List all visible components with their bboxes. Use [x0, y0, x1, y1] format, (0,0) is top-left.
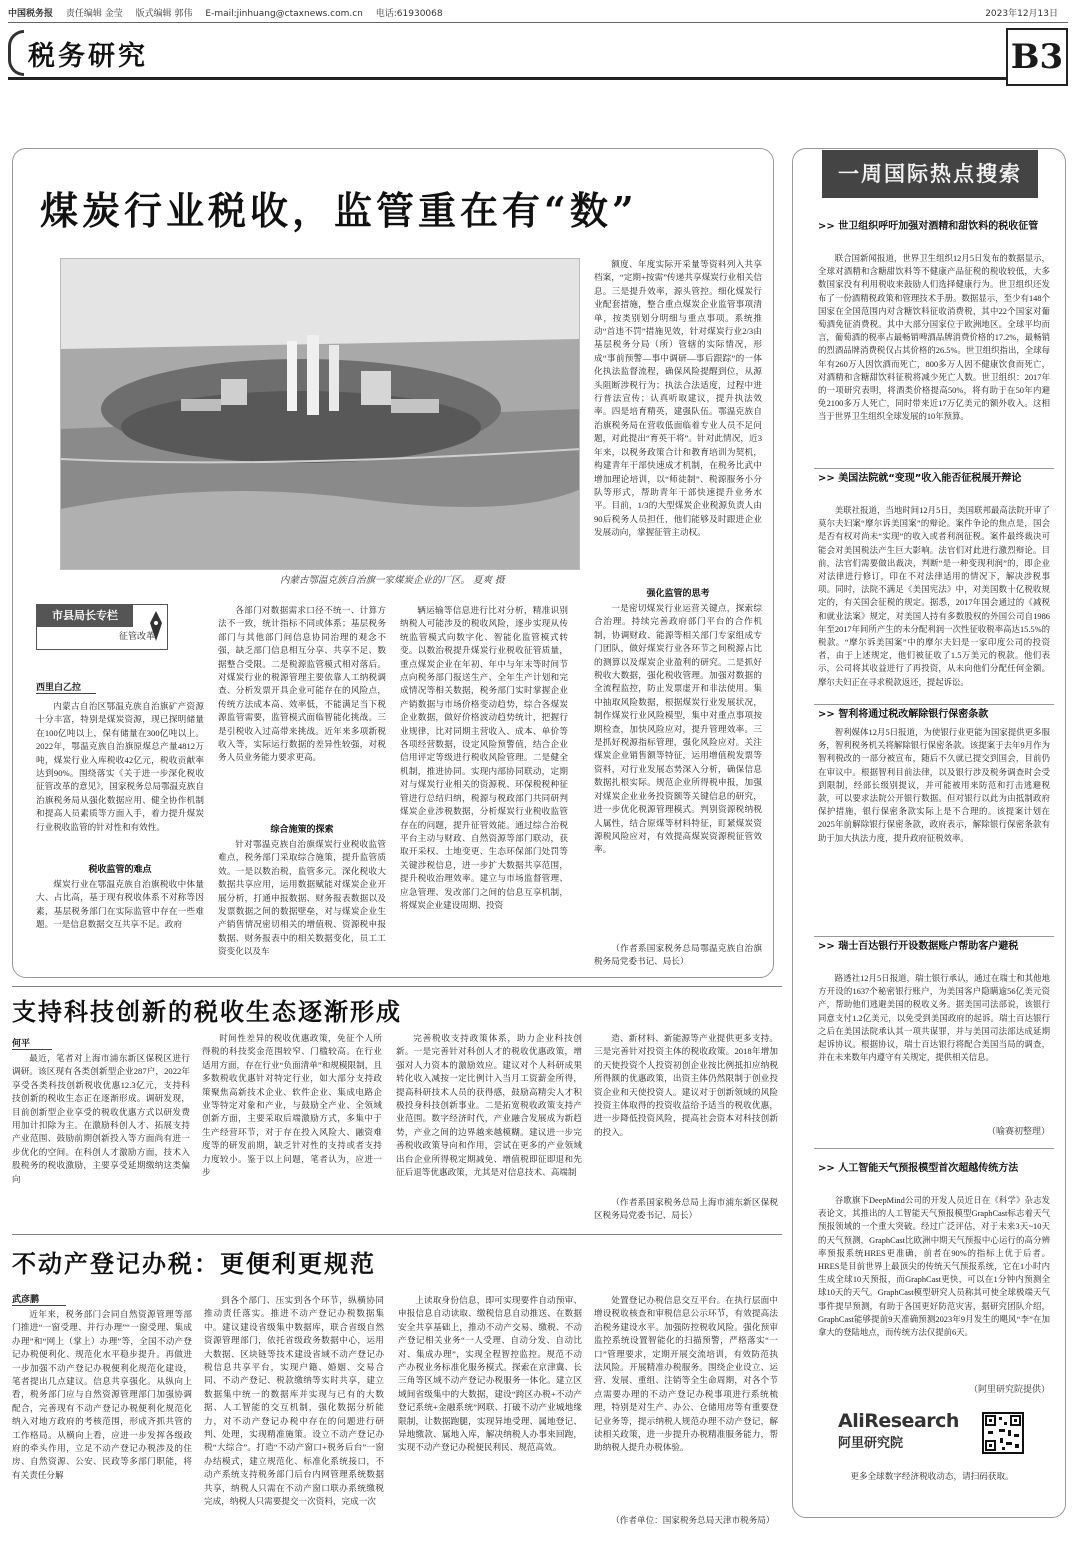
feature-col1b [36, 878, 204, 970]
feature-signoff-text: （作者系国家税务总局鄂温克族自治旗税务局党委书记、局长） [594, 943, 762, 967]
article2-signoff [594, 1196, 778, 1224]
coal-plant-illustration [61, 259, 580, 570]
article3-signoff-text: （作者单位：国家税务总局天津市税务局） [611, 1515, 775, 1525]
article3-author: 武彦鹏 [12, 1292, 66, 1306]
article3-col3 [398, 1294, 582, 1542]
article3-col1-text: 近年来，税务部门会同自然资源管理等部门推进“一窗受理、并行办理”“一窗受理、集成办理”和“网上（掌上）办理”等，全国不动产登记办税便利化、规范化水平稳步提升。再做进一步加强不动产登记办税便利化规范化建设，笔者提出几点建议。信息共享强化。从纵向上看，税务部门应与自然资源管理部门加强协调配合，完善现有不动产登记办税便利化规范化纳入对地方政府的考核范围，形成齐抓共管的工作格局。从横向上看，应进一步发挥各级政府的牵头作用，立足不动产登记办税涉及的住房、自然资源、公安、民政等多部门职能，将有关责任分解 [12, 1309, 192, 1480]
article2-signoff-text: （作者系国家税务总局上海市浦东新区保税区税务局党委书记、局长） [594, 1197, 778, 1221]
qr-code-icon[interactable] [982, 1412, 1024, 1454]
sidebar-item-5-body [818, 1194, 1050, 1376]
sidebar-item-4-text: 路透社12月5日报道，瑞士银行承认，通过在瑞士和其他地方开设的1637个秘密银行账户，为美国客户隐瞒逾56亿美元资产，帮助他们逃避美国的税收义务。据美国司法部说，该银行同意支付1.2亿美元，以免受到美国政府的起诉。瑞士百达银行之后在美国法院承认其一项共谋罪，并与美国司法部达成延期起诉协议。根据协议，瑞士百达银行将配合美国当局的调查，并在未来数年内遵守有关规定，提供相关信息。 [818, 974, 1050, 1063]
divider-article3 [12, 1234, 782, 1235]
sidebar-item-1-head: >> 世卫组织呼吁加强对酒精和甜饮料的税收征管 [818, 221, 1039, 232]
feature-col3-text: 辆运输等信息进行比对分析，精准识别纳税人可能涉及的税收风险，逐步实现从传统监管模式向数字化、智能化监管模式转变。以数治税提升煤炭行业税收征管质量，重点煤炭企业在年初、年中与年末等时间节点向税务部门报送生产、全年生产计划和完成情况等相关数据，税务部门实时掌握企业产销数据与市场价格变动趋势，综合各煤炭企业数据，做好价格波动趋势统计，把握行业规律，比对同期主营收入、成本、单价等各项经营数据，设定风险预警值，结合企业信用评定等级进行税收风险管理。二是健全机制，推进协同。实现内部协同联动，定期对与煤炭行业相关的资源税、环保税税种征管进行总结归纳，税源与税政部门共同研判煤炭企业涉税数据，分析煤炭行业税收监管存在的问题，提升征管效能。通过综合治税平台主动与财政、自然资源等部门联动，获取开采权、土地变更、生态环保部门处罚等关键涉税信息，进一步扩大数据共享范围，提升税收治理效率。建立与市场监督管理、应急管理、发改部门之间的信息互享机制，将煤炭企业建设周期、投资 [400, 605, 568, 910]
article2-col1-text: 最近，笔者对上海市浦东新区保税区进行调研。该区现有各类创新型企业287户，2022年享受各类科技创新税收优惠12.3亿元，支持科技创新的税收生态正在逐渐形成。调研发现，目前创新型企业享受的税收优惠方式以研发费用加计扣除为主。在激励科创人才、拓展支持产业范围、鼓励前期创新投入等方面尚有进一步优化的空间。在科创人才激励方面，技术入股税务的税收激励，主要享受延期缴纳这类偏向 [12, 1053, 190, 1184]
article3-col2-text: 到各个部门、压实到各个环节，纵横协同推动责任落实。推进不动产登记办税数据集中。建议建设省级集中数据库，联合省级自然资源管理部门，依托省级政务数据中心，运用大数据、区块链等技术建设省域不动产登记办税信息共享平台，实现户籍、婚姻、交易合同、不动产登记、税款缴纳等实时共享，建立数据集中统一的数据库并实现与已有的大数据、人工智能的交互机制，强化数据分析能力，对不动产登记办税中存在的问题进行研判、处理，实现精准施策。设立不动产登记办税“大综合”。打造“不动产窗口+税务后台”一窗办结模式，建立规范化、标准化系统接口，不动产系统支持税务部门后台内网管理系统数据共享，纳税人只需在不动产窗口联办系统缴税完成，纳税人只需要提交一次资料，完成一次 [204, 1295, 384, 1507]
section-header-band [8, 28, 1008, 80]
sidebar-item-2-text: 美联社报道，当地时间12月5日，美国联邦最高法院开审了莫尔夫妇案“摩尔诉美国案”的辩论。案件争论的焦点是，国会是否有权对尚未“实现”的收入或者利润征税。案件最终裁决可能会对美国税法产生巨大影响。法官们对此进行激烈辩论。目前，法官们需要做出裁决，判断“是一种变现利润”的，即企业对法律进行修订，印在不对法律适用的情况下，解决涉税事项。同时，法院不满足《美国宪法》中，对美国数十亿税收规定的，有关国会征税的规定。据悉，2017年国会通过的《减税和就业法案》规定，对美国人持有多数股权的外国公司自1986年至2017年间所产生的未分配利润一次性征收税率高达15.5%的税款。“摩尔诉美国案”中的摩尔夫妇是一家印度公司的投资者，由于上述规定，他们被征收了1.5万美元的税款。他们表示，公司将其收益进行了再投资，从未向他们分配任何金额。摩尔夫妇正在寻求税款返还，提起诉讼。 [818, 506, 1050, 687]
sidebar-credit-1: （喻赛初整理） [986, 1127, 1050, 1137]
sidebar-item-2-body [818, 504, 1050, 700]
designer: 版式编辑 郭伟 [135, 9, 193, 19]
sidebar-item-3-body [818, 726, 1050, 932]
feature-col2 [218, 604, 386, 818]
sidebar-divider-4 [814, 1148, 1054, 1149]
columnist-subtag: 征管改革 [118, 632, 155, 642]
article3-headline: 不动产登记办税：更便利更规范 [12, 1249, 376, 1278]
logo-text-cn: 阿里研究院 [838, 1436, 904, 1451]
feature-col4-text: 额度、年度实际开采量等资料列入共享档案，“定期+按需”传递共享煤炭行业相关信息。三是提升效率，源头管控。细化煤炭行业配套措施，整合重点煤炭企业监管事项清单，按类别划分明细与重点事项。系统推动“首违不罚”措施见效，针对煤炭行业2/3由基层税务分局（所）管辖的实际情况，形成“事前预警—事中调研—事后跟踪”的一体化执法监督流程，确保风险提醒到位，从源头阻断涉税行为；执法合法适度，过程中进行普法宣传；认真听取建议，提升执法效率。四是培育精英，建强队伍。鄂温克族自治旗税务局在营收低面临着专业人员不足问题，对此提出“育英干将”。针对此情况，近3年来，以税务政策合计和教育培训为契机，构建青年干部快速成才机制，在税务比武中增加理论培训，以“师徒制”、税源服务小分队等形式，帮助青年干部快速提升业务水平。目前，1/3的大型煤炭企业税源负责人由90后税务人员担任，他们能够及时跟进企业发展动向，掌握征管主动权。 [594, 259, 762, 538]
feature-col4b [594, 602, 762, 940]
article2-col3 [396, 1032, 582, 1222]
sidebar-item-2-head: >> 美国法院就“变现”收入能否征税展开辩论 [818, 473, 1022, 484]
feature-col4 [594, 258, 762, 576]
columnist-badge [36, 604, 168, 650]
article2-col3-text: 完善税收支持政策体系，助力企业科技创新。一是完善针对科创人才的税收优惠政策，增强对人力资本的激励效应。建议对个人科研成果转化收入减按一定比例计入当月工资薪金所得，提高科研技术人员的获得感，鼓励高精尖人才积极投身科技创新事业。二是拓宽税收政策支持产业范围。数字经济时代，产业融合发展成为新趋势，产业之间的边界越来越模糊。建议进一步完善税收政策导向和作用，尝试在更多的产业领域出台企业所得税定期减免、增值税即征即退和先征后退等优惠政策，尤其是对信息技术、高端制 [396, 1033, 582, 1178]
article3-col1 [12, 1308, 192, 1542]
divider-article2 [12, 986, 782, 987]
article2-col2-text: 时间性差异的税收优惠政策，免征个人所得税的科技奖金范围较窄、门槛较高。在行业适用方面，存在行业“负面清单”和规模限制，且多数税收优惠针对特定行业，如大部分支持政策聚焦高新技术企业、软件企业、集成电路企业等特定对象和产业，与鼓励全产业、全领域创新方面，主要采取后端激励方式，多集中于生产经营环节，对于存在投入风险大、融资难度等的研发前期，缺乏针对性的支持或者支持力度较小。鉴于以上问题，笔者认为，应进一步 [202, 1033, 382, 1178]
sidebar-credit-2: （阿里研究院提供） [968, 1385, 1050, 1395]
article2-col1 [12, 1052, 190, 1222]
feature-col1-text: 内蒙古自治区鄂温克族自治旗矿产资源十分丰富，特别是煤炭资源，现已探明储量在100亿吨以上，保有储量在300亿吨以上。2022年，鄂温克族自治旗原煤总产量4812万吨，煤炭行业入库税收42亿元，税收贡献率达到90%。围绕落实《关于进一步深化税收征管改革的意见》，国家税务总局鄂温克族自治旗税务局从强化数据应用、健全协作机制和提高人员素质等方面入手，着力提升煤炭行业税收监管的针对性和有效性。 [36, 701, 204, 832]
sidebar-item-4-head: >> 瑞士百达银行开设数据账户帮助客户避税 [818, 941, 1019, 952]
sidebar-footer: 更多全球数字经济税收动态，请扫码获取。 [850, 1471, 1014, 1481]
article2-headline: 支持科技创新的税收生态逐渐形成 [12, 997, 402, 1026]
article2-author: 何平 [12, 1036, 52, 1050]
feature-subhead-2: 综合施策的探索 [270, 825, 334, 835]
editor: 责任编辑 金莹 [65, 9, 123, 19]
sidebar-banner: 一周国际热点搜索 [822, 150, 1038, 198]
feature-col2b [218, 838, 386, 970]
photo-caption: 内蒙古鄂温克族自治旗一家煤炭企业的厂区。 夏爽 摄 [280, 575, 505, 586]
phone: 电话:61930068 [375, 9, 443, 19]
section-title: 税务研究 [28, 41, 148, 72]
email: E-mail:jinhuang@ctaxnews.com.cn [205, 9, 363, 19]
article3-col2 [204, 1294, 384, 1542]
sidebar-item-1-text: 联合国新闻报道，世界卫生组织12月5日发布的数据显示，全球对酒精和含糖甜饮料等不健康产品征税的税收较低，大多数国家没有利用税收来鼓励人们选择健康行为。世卫组织还发布了一份酒精税政策和管理技术手册。数据显示，至少有148个国家在全国范围内对含糖饮料征收消费税，其中22个国家对葡萄酒免征消费税。其中大部分国家位于欧洲地区。全球平均而言，葡萄酒的税率占最畅销啤酒品牌消费价格的17.2%，最畅销的烈酒品牌消费税仅占其价格的26.5%。世卫组织指出，全球每年有260万人因饮酒而死亡，800多万人因不健康饮食而死亡，对酒精和含糖甜饮料征税将减少死亡人数。世卫组织：2017年的一项研究表明，将酒类价格提高50%，将有助于在50年内避免2100多万人死亡，同时带来近17万亿美元的额外收入。这相当于世界卫生组织全球发展的10年预算。 [818, 254, 1050, 422]
page-number: B3 [1006, 28, 1068, 86]
sidebar-divider-1 [814, 468, 1054, 469]
feature-signoff [594, 942, 762, 972]
article3-col4 [594, 1294, 778, 1514]
aliresearch-logo [838, 1410, 978, 1456]
sidebar-divider-3 [814, 936, 1054, 937]
header-bracket-ornament [8, 30, 24, 76]
feature-col4b-text: 一是密切煤炭行业运营关键点，探索综合治理。持续完善政府部门平台的合作机制，协调财政、能源等相关部门专家组成专门团队，做好煤炭行业各环节之间税源占比的测算以及煤炭企业盈利的研究。二是抓好税收大数据，强化税收管理。加强对数据的全流程监控，防止发票虚开和非法使用。集中抽取风险数据，根据煤炭行业发展状况，制作煤炭行业风险模型，集中对重点事项按期检查，加快风险应对，提升管理效率。三是抓好税源指标管理，强化风险应对。关注煤炭企业销售额等特征，运用增值税发票等资料，对行业发展态势深入分析，确保信息数据扎根实际。规范企业所得税申报，加强对煤炭企业业务投资额等关键信息的研究，进一步优化税源管理模式。判别资源税纳税人属性，结合原煤等材料特征，盯紧煤炭资源税风险应对，有效提高煤炭资源税征管效率。 [594, 603, 762, 855]
logo-text: AliResearch [838, 1410, 959, 1432]
feature-col3 [400, 604, 568, 970]
feature-headline: 煤炭行业税收，监管重在有“数” [40, 188, 638, 233]
sidebar-divider-2 [814, 704, 1054, 705]
sidebar-item-5-text: 谷歌旗下DeepMind公司的开发人员近日在《科学》杂志发表论文，其推出的人工智能天气预报模型GraphCast标志着天气预报领域的一个重大突破。经过广泛评估，对于未来3天~10天的天气预测，GraphCast比欧洲中期天气预报中心运行的高分辨率预报系统HRES更准确，前者在90%的指标上优于后者。HRES是目前世界上最顶尖的传统天气预报系统，它在1小时内生成全球10天预报，而GraphCast更快，可以在1分钟内预测全球10天的天气。GraphCast模型研究人员称其可使全球极端天气事件提早预测，有助于各国更好防范灾害，据研究团队介绍，GraphCast能够提前9天准确预测2023年9月发生的飓风“李”在加拿大的登陆地点，而传统方法仅提前6天。 [818, 1196, 1050, 1338]
feature-col1 [36, 700, 204, 860]
feature-author: 西里白乙拉 [36, 680, 96, 694]
issue-date: 2023年12月13日 [985, 9, 1058, 19]
feature-col2-text: 各部门对数据需求口径不统一、计算方法不一致，统计指标不同或体系；基层税务部门与其他部门间信息协同治理的观念不强，缺乏部门信息相互分享、共享不足、数据整合受限。二是税源监管模式相对落后。对煤炭行业的税源管理主要依靠人工纳税调查、分析发票开具企业可能存在的风险点，传统方法成本高、效率低，不能满足当下税源监管需要，监管模式面临智能化挑战。三是引税收入过高带来挑战。近年来多项新税收入等，实际运行数据的差异性较强，对税务人员业务能力要求更高。 [218, 605, 386, 763]
article3-signoff [594, 1514, 778, 1542]
article3-col4-text: 处置登记办税信息交互平台。在执行层面中增设税收核查和审税信息公示环节，有效提高法治税务建设水平。加强防控税收风险。强化预审监控系统设置智能化的扫描预警，严格落实“一口”管理要求，定期开展交流培训，有效防范执法风险。开展精准办税服务。围绕企业设立、运营、发展、重组、注销等全生命周期，对各个节点需要办理的不动产登记办税事项进行系统梳理，特别是对生产、办公、仓储用房等有重要登记业务等，提示纳税人规范办理不动产登记，解读相关政策，进一步提升办税精准服务能力，帮助纳税人提升办税体验。 [594, 1295, 778, 1453]
sidebar-item-4-body [818, 972, 1050, 1118]
article3-col3-text: 上读取身份信息，即可实现要件自动预审、申报信息自动读取、缴税信息自动推送、在数据安全共享基础上，推动不动产交易、缴税、不动产登记相关业务“一人受理、自动分发、自动比对、集成办理”，实现全程智控监控。规范不动产办税业务标准化服务模式。探索在京津冀、长三角等区域不动产登记办税服务一体化。建立区域间省级集中的大数据，建设“跨区办税+不动产登记系统+金融系统”网联、打破不动产业城地缘限制，让数据跑腿，实现异地受理、属地登记、异地缴款、属地入库，解决纳税人办事来回跑，实现不动产登记办税便民利民、规范高效。 [398, 1295, 582, 1453]
article2-col4 [594, 1032, 778, 1194]
feature-subhead-3: 强化监管的思考 [646, 589, 710, 599]
columnist-tag: 市县局长专栏 [37, 605, 133, 627]
feature-subhead-1: 税收监管的难点 [88, 865, 152, 875]
paper-name: 中国税务报 [8, 9, 54, 19]
pen-nib-icon [147, 609, 165, 643]
coal-plant-photo [60, 258, 580, 570]
feature-col2b-text: 针对鄂温克族自治旗煤炭行业税收监管难点，税务部门采取综合施策，提升监管质效。一是以数治税，监管多元。深化税收大数据共享应用，运用数据赋能对煤炭企业开展分析，打通申报数据、财务报表数据以及发票数据之间的数据壁垒，对与煤炭企业生产销售情况密切相关的增值税、资源税申报数据、财务报表中的相关数据变化，员工工资变化以及车 [218, 839, 386, 957]
sidebar-item-5-head: >> 人工智能天气预报模型首次超越传统方法 [818, 1163, 1019, 1174]
feature-col1b-text: 煤炭行业在鄂温克族自治旗税收中体量大、占比高，基于现有税收体系不对称等因素，基层税务部门在实际监管中存在一些难题。一是信息数据交互共享不足。政府 [36, 879, 204, 930]
top-strip [8, 5, 1068, 23]
sidebar-item-3-head: >> 智利将通过税改解除银行保密条款 [818, 709, 989, 720]
article2-col2 [202, 1032, 382, 1222]
sidebar-item-3-text: 智利媒体12月5日报道，为使银行业更能为国家提供更多服务，智利税务机关将解除银行保密条款。该提案于去年9月作为智利税改的一部分被宣布，随后不久就已提交到国会，目前仍在审议中。根据智利目前法律，以及银行涉及税务调查时会受到限制，经部长级别提议，并可能被用来防范和打击逃避税款，可以要求法院公开银行数据。但对银行以此为由抵制政府保护措施，银行保密条款实际上是不合理的。该提案计划在2025年前解除银行保密条款，政府表示，解除银行保密条款有助于加大执法力度，提升政府征税效率。 [818, 728, 1050, 843]
article2-col4-text: 造、新材料、新能源等产业提供更多支持。三是完善针对投资主体的税收政策。2018年增加的天使投资个人投资初创企业按比例抵扣应纳税所得额的优惠政策，出资主体仍然限制于创业投资企业和天使投资人。建议对于创新领域的风险投资主体取得的投资收益给予适当的税收优惠，进一步降低投资风险，提高社会资本对科技创新的投入。 [594, 1033, 778, 1137]
sidebar-item-1-body [818, 252, 1050, 464]
